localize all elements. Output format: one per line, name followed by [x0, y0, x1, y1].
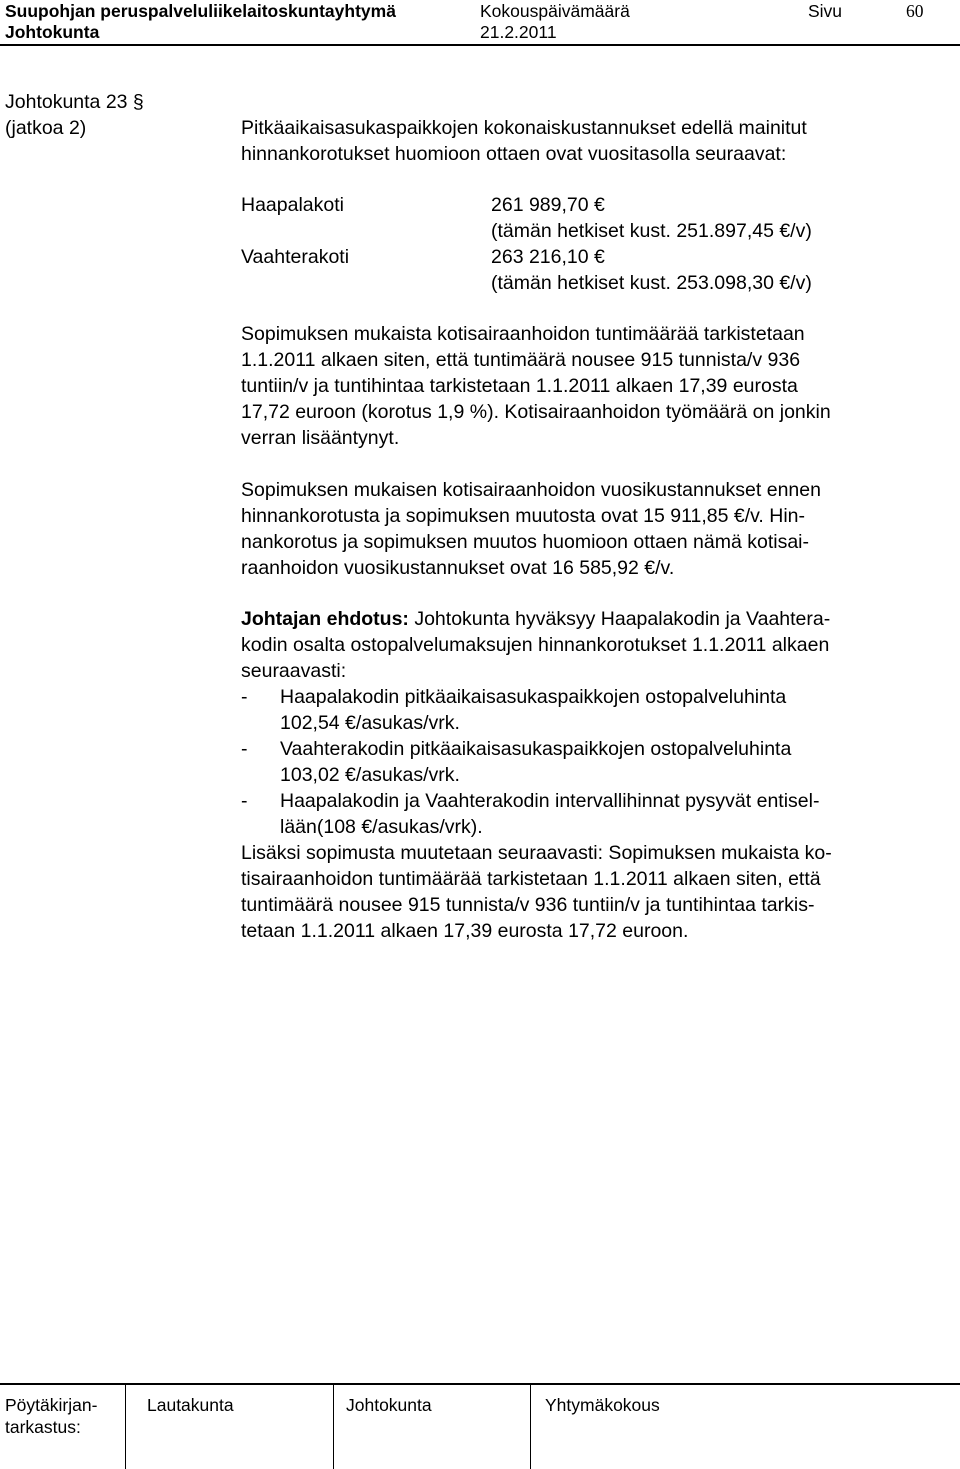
bullet-text: Haapalakodin pitkäaikaisasukaspaikkojen ostopalveluhinta	[280, 686, 787, 708]
bullet-dash: -	[241, 738, 248, 760]
paragraph-line: tetaan 1.1.2011 alkaen 17,39 eurosta 17,72 euroon.	[241, 920, 689, 942]
intro-line: hinnankorotukset huomioon ottaen ovat vuositasolla seuraavat:	[241, 143, 787, 165]
paragraph-line: 1.1.2011 alkaen siten, että tuntimäärä nousee 915 tunnista/v 936	[241, 349, 801, 371]
section-title: Johtokunta 23 §	[5, 91, 144, 113]
paragraph-line: tuntiin/v ja tuntihintaa tarkistetaan 1.1.2011 alkaen 17,39 eurosta	[241, 375, 798, 397]
paragraph-line: nankorotus ja sopimuksen muutos huomioon ottaen nämä kotisai-	[241, 531, 809, 553]
page-number: 60	[906, 1, 924, 21]
paragraph-line: Sopimuksen mukaisen kotisairaanhoidon vuosikustannukset ennen	[241, 479, 821, 501]
cost-name: Haapalakoti	[241, 194, 344, 216]
footer-divider	[333, 1384, 334, 1469]
paragraph-line: verran lisääntynyt.	[241, 427, 400, 449]
paragraph-line: tuntimäärä nousee 915 tunnista/v 936 tuntiin/v ja tuntihintaa tarkis-	[241, 894, 815, 916]
cost-note: (tämän hetkiset kust. 251.897,45 €/v)	[491, 220, 812, 242]
bullet-text: Haapalakodin ja Vaahterakodin intervallihinnat pysyvät entisel-	[280, 790, 820, 812]
body-name: Johtokunta	[5, 22, 100, 42]
proposal-text: Johtokunta hyväksyy Haapalakodin ja Vaahtera-	[408, 608, 831, 630]
bullet-text: lään(108 €/asukas/vrk).	[280, 816, 483, 838]
paragraph-line: kodin osalta ostopalvelumaksujen hinnankorotukset 1.1.2011 alkaen	[241, 634, 830, 656]
cost-value: 261 989,70 €	[491, 194, 605, 216]
cost-note: (tämän hetkiset kust. 253.098,30 €/v)	[491, 272, 812, 294]
footer-label: tarkastus:	[5, 1417, 81, 1437]
section-continuation: (jatkoa 2)	[5, 117, 87, 139]
footer-divider	[530, 1384, 531, 1469]
meeting-date: 21.2.2011	[480, 22, 557, 42]
page-label: Sivu	[808, 1, 843, 21]
cost-value: 263 216,10 €	[491, 246, 605, 268]
proposal-label: Johtajan ehdotus:	[241, 608, 409, 630]
footer-col-lautakunta: Lautakunta	[147, 1395, 234, 1415]
cost-name: Vaahterakoti	[241, 246, 350, 268]
footer-col-yhtymakokous: Yhtymäkokous	[545, 1395, 660, 1415]
bullet-text: Vaahterakodin pitkäaikaisasukaspaikkojen ostopalveluhinta	[280, 738, 792, 760]
paragraph-line: Lisäksi sopimusta muutetaan seuraavasti: Sopimuksen mukaista ko-	[241, 842, 832, 864]
paragraph-line: Sopimuksen mukaista kotisairaanhoidon tuntimäärää tarkistetaan	[241, 323, 805, 345]
intro-line: Pitkäaikaisasukaspaikkojen kokonaiskustannukset edellä mainitut	[241, 117, 807, 139]
bullet-text: 102,54 €/asukas/vrk.	[280, 712, 460, 734]
paragraph-line: hinnankorotusta ja sopimuksen muutosta ovat 15 911,85 €/v. Hin-	[241, 505, 806, 527]
bullet-dash: -	[241, 686, 248, 708]
header-rule	[0, 44, 960, 46]
paragraph-line: tisairaanhoidon tuntimäärää tarkistetaan 1.1.2011 alkaen siten, että	[241, 868, 821, 890]
proposal-first-line	[241, 606, 830, 632]
organization-name: Suupohjan peruspalveluliikelaitoskuntayhtymä	[5, 1, 396, 21]
bullet-dash: -	[241, 790, 248, 812]
footer-label: Pöytäkirjan-	[5, 1395, 98, 1415]
footer-rule-top	[0, 1383, 960, 1385]
paragraph-line: 17,72 euroon (korotus 1,9 %). Kotisairaanhoidon työmäärä on jonkin	[241, 401, 831, 423]
meeting-date-label: Kokouspäivämäärä	[480, 1, 630, 21]
footer-col-johtokunta: Johtokunta	[346, 1395, 432, 1415]
paragraph-line: seuraavasti:	[241, 660, 347, 682]
paragraph-line: raanhoidon vuosikustannukset ovat 16 585,92 €/v.	[241, 557, 675, 579]
footer-divider	[125, 1384, 126, 1469]
bullet-text: 103,02 €/asukas/vrk.	[280, 764, 460, 786]
